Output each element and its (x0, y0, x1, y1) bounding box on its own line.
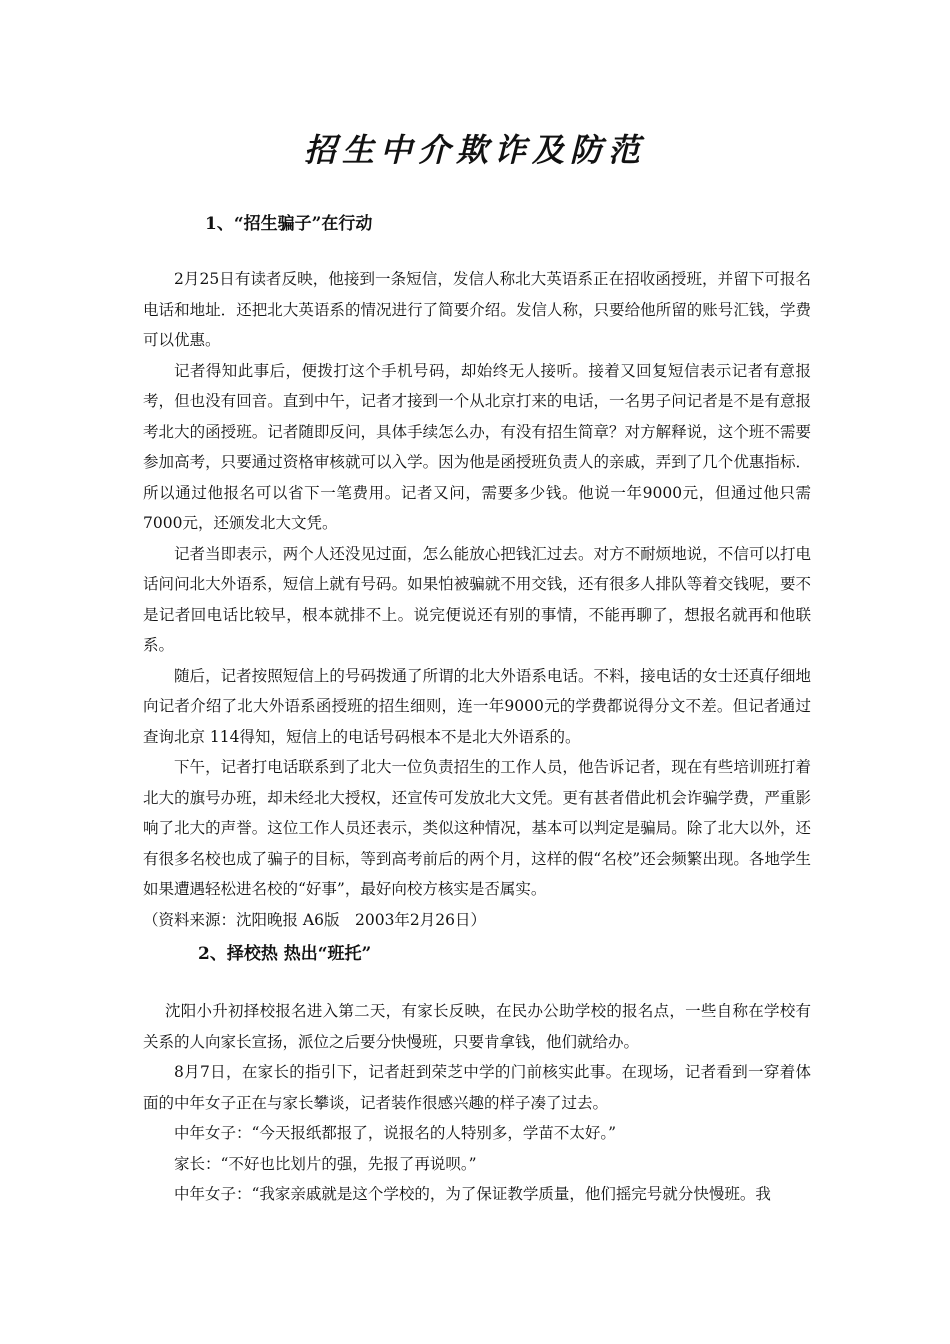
section-2-paragraph: 8月7日，在家长的指引下，记者赶到荣芝中学的门前核实此事。在现场，记者看到一穿着体面的中年女子正在与家长攀谈，记者装作很感兴趣的样子凑了过去。 (143, 1063, 811, 1112)
dialogue-line: 家长：“不好也比划片的强，先报了再说呗。” (174, 1154, 477, 1173)
dialogue-line: 中年女子：“今天报纸都报了，说报名的人特别多，学苗不太好。” (174, 1124, 617, 1142)
section-2-paragraph: 沈阳小升初择校报名进入第二天，有家长反映，在民办公助学校的报名点，一些自称在学校有关系的人向家长宣扬，派位之后要分快慢班，只要肯拿钱，他们就给办。 (143, 1002, 811, 1051)
section-1-paragraph: 2月25日有读者反映，他接到一条短信，发信人称北大英语系正在招收函授班，并留下可报名电话和地址．还把北大英语系的情况进行了简要介绍。发信人称，只要给他所留的账号汇钱，学费可以优惠。 (143, 270, 811, 349)
document-title: 招生中介欺诈及防范 (303, 131, 646, 169)
section-2-body (143, 996, 811, 1210)
section-2-heading: 2、择校热 热出“班托” (198, 944, 372, 964)
section-1-paragraph: 记者得知此事后，便拨打这个手机号码，却始终无人接听。接着又回复短信表示记者有意报考，但也没有回音。直到中午，记者才接到一个从北京打来的电话，一名男子问记者是不是有意报考北大的函授班。记者随即反问，具体手续怎么办，有没有招生简章？对方解释说，这个班不需要参加高考，只要通过资格审核就可以入学。因为他是函授班负责人的亲戚，弄到了几个优惠指标．所以通过他报名可以省下一笔费用。记者又问，需要多少钱。他说一年9000元，但通过他只需7000元，还颁发北大文凭。 (143, 361, 811, 532)
section-1-paragraph: 记者当即表示，两个人还没见过面，怎么能放心把钱汇过去。对方不耐烦地说，不信可以打电话问问北大外语系，短信上就有号码。如果怕被骗就不用交钱，还有很多人排队等着交钱呢，要不是记者回电话比较早，根本就排不上。说完便说还有别的事情，不能再聊了，想报名就再和他联系。 (143, 544, 811, 654)
source-citation: （资料来源：沈阳晚报 A6版 2003年2月26日） (143, 910, 487, 929)
section-1-paragraph: 随后，记者按照短信上的号码拨通了所谓的北大外语系电话。不料，接电话的女士还真仔细地向记者介绍了北大外语系函授班的招生细则，连一年9000元的学费都说得分文不差。但记者通过查询北京 114得知，短信上的电话号码根本不是北大外语系的。 (143, 666, 811, 746)
section-1-body (143, 264, 811, 935)
dialogue-line: 中年女子：“我家亲戚就是这个学校的，为了保证教学质量，他们摇完号就分快慢班。我 (174, 1185, 771, 1203)
section-1-paragraph: 下午，记者打电话联系到了北大一位负责招生的工作人员，他告诉记者，现在有些培训班打着北大的旗号办班，却未经北大授权，还宣传可发放北大文凭。更有甚者借此机会诈骗学费，严重影响了北大的声誉。这位工作人员还表示，类似这种情况，基本可以判定是骗局。除了北大以外，还有很多名校也成了骗子的目标，等到高考前后的两个月，这样的假“名校”还会频繁出现。各地学生如果遭遇轻松进名校的“好事”，最好向校方核实是否属实。 (143, 758, 811, 898)
section-1-heading: 1、“招生骗子”在行动 (205, 214, 373, 234)
